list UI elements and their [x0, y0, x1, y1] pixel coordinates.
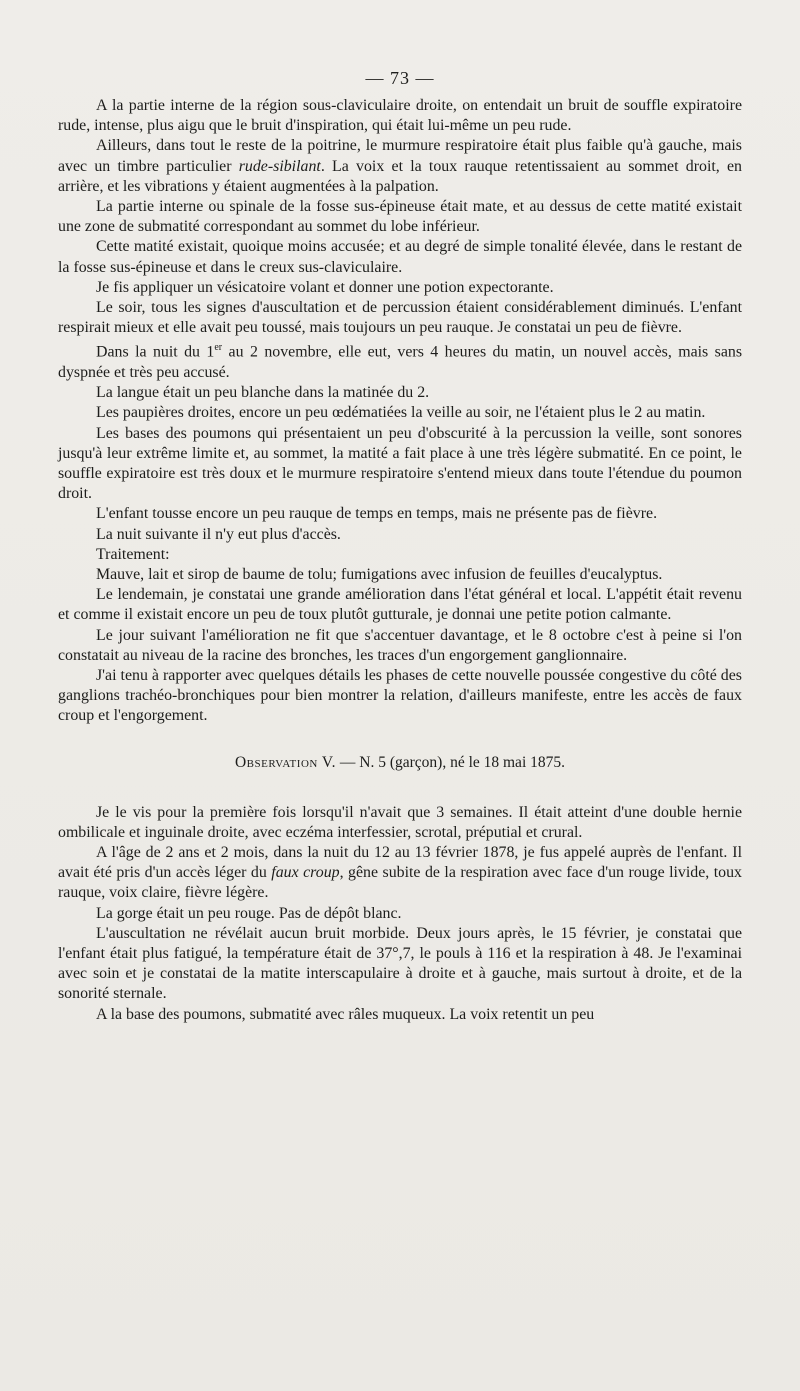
- paragraph: [58, 666, 742, 727]
- paragraph-text: A la partie interne de la région sous-claviculaire droite, on entendait un bruit de souffle expiratoire rude, intense, plus aigu que le bruit d'inspiration, qui était lui-même un peu rude.: [58, 97, 742, 135]
- paragraph: [58, 545, 742, 565]
- paragraph: [58, 197, 742, 237]
- paragraph: [58, 626, 742, 666]
- paragraph: [58, 298, 742, 338]
- paragraph-text: J'ai tenu à rapporter avec quelques détails les phases de cette nouvelle poussée congestive du côté des ganglions trachéo-bronchiques pour bien montrer la relation, d'ailleurs manifeste, entre les accès de faux croup et l'engorgement.: [58, 666, 742, 725]
- paragraph-text: , gêne subite de la respiration avec face d'un rouge livide, toux rauque, voix claire, fièvre légère.: [58, 864, 742, 902]
- paragraph-text: Les paupières droites, encore un peu œdématiées la veille au soir, ne l'étaient plus le 2 au matin.: [96, 404, 706, 422]
- paragraph-text: Le jour suivant l'amélioration ne fit que s'accentuer davantage, et le 8 octobre c'est à peine si l'on constatait au niveau de la racine des bronches, les traces d'un engorgement ganglionnaire.: [58, 626, 742, 664]
- paragraph-text: La gorge était un peu rouge. Pas de dépôt blanc.: [96, 904, 402, 922]
- page-number: — 73 —: [365, 68, 435, 88]
- paragraph-text: Dans la nuit du 1: [96, 343, 215, 361]
- emphasis-text: rude-sibilant: [238, 157, 321, 175]
- paragraph: [58, 136, 742, 197]
- paragraph-text: au 2 novembre, elle eut, vers 4 heures du matin, un nouvel accès, mais sans dyspnée et très peu accusé.: [58, 343, 742, 381]
- paragraph: [58, 525, 742, 545]
- paragraph: [58, 924, 742, 1005]
- paragraph-text: La langue était un peu blanche dans la matinée du 2.: [96, 384, 430, 402]
- text-block-before: [58, 96, 742, 727]
- paragraph: [58, 565, 742, 585]
- paragraph: [58, 237, 742, 277]
- paragraph-text: . La voix et la toux rauque retentissaient au sommet droit, en arrière, et les vibrations y étaient augmentées à la palpation.: [58, 157, 742, 195]
- paragraph: [58, 803, 742, 843]
- paragraph-text: Les bases des poumons qui présentaient un peu d'obscurité à la percussion la veille, sont sonores jusqu'à leur extrême limite et, au sommet, la matité a fait place à une très légère submatité. En ce point, le souffle expiratoire est très doux et le murmure respiratoire s'entend mieux dans toute l'étendue du poumon droit.: [58, 424, 742, 503]
- observation-label: Observation V.: [234, 753, 336, 771]
- paragraph: [58, 96, 742, 136]
- paragraph-text: A la base des poumons, submatité avec râles muqueux. La voix retentit un peu: [96, 1005, 595, 1023]
- paragraph: [58, 278, 742, 298]
- superscript-text: er: [214, 342, 223, 354]
- paragraph-text: Je fis appliquer un vésicatoire volant et donner une potion expectorante.: [96, 278, 554, 296]
- paragraph-text: L'enfant tousse encore un peu rauque de temps en temps, mais ne présente pas de fièvre.: [96, 505, 658, 523]
- paragraph-text: A l'âge de 2 ans et 2 mois, dans la nuit du 12 au 13 février 1878, je fus appelé auprès de l'enfant. Il avait été pris d'un accès léger du: [58, 844, 742, 882]
- observation-heading: [58, 753, 742, 773]
- paragraph-text: Le lendemain, je constatai une grande amélioration dans l'état général et local. L'appétit était revenu et comme il existait encore un peu de toux plutôt gutturale, je donnai une petite potion calmante.: [58, 586, 742, 624]
- paragraph-text: Le soir, tous les signes d'auscultation et de percussion étaient considérablement diminués. L'enfant respirait mieux et elle avait peu toussé, mais toujours un peu rauque. Je constatai un peu de fièvre.: [58, 299, 742, 337]
- paragraph-text: Ailleurs, dans tout le reste de la poitrine, le murmure respiratoire était plus faible qu'à gauche, mais avec un timbre particulier: [58, 137, 742, 175]
- paragraph-text: Cette matité existait, quoique moins accusée; et au degré de simple tonalité élevée, dans le restant de la fosse sus-épineuse et dans le creux sus-claviculaire.: [58, 238, 742, 276]
- paragraph: [58, 504, 742, 524]
- paragraph: [58, 904, 742, 924]
- paragraph: [58, 338, 742, 383]
- paragraph: [58, 383, 742, 403]
- paragraph-text: La partie interne ou spinale de la fosse sus-épineuse était mate, et au dessus de cette matité existait une zone de submatité correspondant au sommet du lobe inférieur.: [58, 198, 742, 236]
- observation-subject: — N. 5 (garçon), né le 18 mai 1875.: [336, 753, 565, 771]
- paragraph-text: L'auscultation ne révélait aucun bruit morbide. Deux jours après, le 15 février, je constatai que l'enfant était plus fatigué, la température était de 37°,7, le pouls à 116 et la respiration à 48. Je l'examinai avec soin et je constatai de la matite interscapulaire à droite et à gauche, mais surtout à droite, et de la sonorité sternale.: [58, 924, 742, 1003]
- paragraph: [58, 843, 742, 904]
- paragraph-text: Mauve, lait et sirop de baume de tolu; fumigations avec infusion de feuilles d'eucalyptus.: [96, 565, 663, 583]
- paragraph-text: Traitement:: [96, 545, 170, 563]
- emphasis-text: faux croup: [271, 864, 340, 882]
- paragraph-text: La nuit suivante il n'y eut plus d'accès.: [96, 525, 341, 543]
- paragraph: [58, 585, 742, 625]
- paragraph: [58, 424, 742, 505]
- paragraph: [58, 1005, 742, 1025]
- paragraph-text: Je le vis pour la première fois lorsqu'il n'avait que 3 semaines. Il était atteint d'une double hernie ombilicale et inguinale droite, avec eczéma interfessier, scrotal, préputial et crural.: [58, 803, 742, 841]
- paragraph: [58, 403, 742, 423]
- text-block-after: [58, 803, 742, 1025]
